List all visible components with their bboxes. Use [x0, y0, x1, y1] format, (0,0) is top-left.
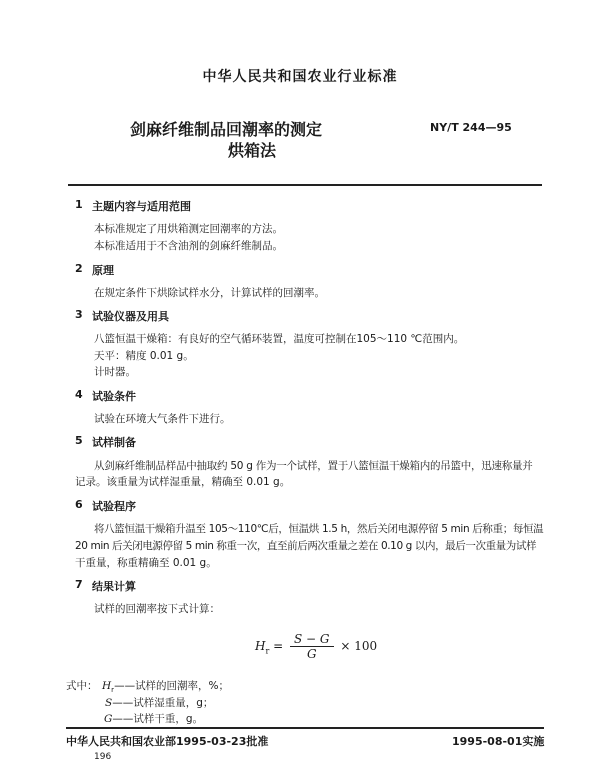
body-line: 干重量，称重精确至 0.01 g。: [75, 557, 217, 569]
legend-item: [102, 678, 229, 694]
moisture-regain-formula: [255, 632, 377, 661]
section-number: 2: [75, 262, 83, 275]
approval-info: 中华人民共和国农业部1995-03-23批准: [66, 735, 269, 748]
legend-prefix: 式中：: [66, 680, 98, 692]
legend-symbol: G: [104, 713, 113, 725]
formula-denominator: G: [306, 647, 317, 661]
body-line: 试样的回潮率按下式计算：: [94, 603, 220, 615]
body-line: 记录。该重量为试样湿重量，精确至 0.01 g。: [75, 476, 291, 488]
formula-lhs: H: [255, 639, 266, 653]
body-line: 从剑麻纤维制品样品中抽取约 50 g 作为一个试样，置于八篮恒温干燥箱内的吊篮中，迅速称量并: [94, 460, 533, 472]
body-line: 本标准适用于不含油剂的剑麻纤维制品。: [94, 240, 283, 252]
body-line: 在规定条件下烘除试样水分，计算试样的回潮率。: [94, 287, 325, 299]
legend-item: [105, 695, 213, 710]
formula-numerator: S − G: [290, 632, 334, 647]
section-number: 7: [75, 578, 83, 591]
body-line: 八篮恒温干燥箱：有良好的空气循环装置，温度可控制在105～110 ℃范围内。: [94, 333, 465, 345]
legend-description: ——试样干重，g。: [112, 713, 204, 725]
formula-equals: =: [273, 639, 284, 653]
section-number: 1: [75, 198, 83, 211]
formula-fraction: [290, 632, 334, 661]
body-line: 天平：精度 0.01 g。: [94, 350, 194, 362]
body-line: 计时器。: [94, 366, 136, 378]
title-divider: [68, 184, 542, 186]
section-number: 3: [75, 308, 83, 321]
legend-item: [104, 711, 203, 726]
section-title: 原理: [92, 264, 114, 277]
document-title-line2: 烘箱法: [228, 141, 277, 160]
body-line: 本标准规定了用烘箱测定回潮率的方法。: [94, 223, 283, 235]
section-number: 6: [75, 498, 83, 511]
body-line: 试验在环境大气条件下进行。: [94, 413, 231, 425]
section-title: 主题内容与适用范围: [92, 200, 191, 213]
legend-symbol-subscript: r: [111, 686, 115, 695]
section-title: 试样制备: [92, 436, 136, 449]
standard-type-header: 中华人民共和国农业行业标准: [202, 69, 398, 85]
legend-description: ——试样的回潮率，%；: [114, 680, 230, 692]
formula-multiplier: × 100: [340, 639, 378, 653]
section-title: 试验条件: [92, 390, 136, 403]
legend-symbol: S: [105, 697, 113, 709]
standard-code: NY/T 244—95: [430, 121, 512, 134]
legend-symbol: H: [102, 680, 112, 692]
section-title: 结果计算: [92, 580, 136, 593]
section-number: 5: [75, 434, 83, 447]
implementation-date: 1995-08-01实施: [452, 735, 545, 748]
document-title-line1: 剑麻纤维制品回潮率的测定: [130, 120, 323, 139]
body-line: 20 min 后关闭电源停留 5 min 称重一次，直至前后两次重量之差在 0.10 g 以内，最后一次重量为试样: [75, 540, 537, 552]
footer-divider: [66, 727, 544, 729]
page-number: 196: [94, 752, 112, 762]
formula-lhs-subscript: r: [265, 646, 270, 656]
body-line: 将八篮恒温干燥箱升温至 105～110℃后，恒温烘 1.5 h，然后关闭电源停留 5 min 后称重；每恒温: [94, 523, 544, 535]
legend-description: ——试样湿重量，g；: [112, 697, 214, 709]
section-number: 4: [75, 388, 83, 401]
section-title: 试验仪器及用具: [92, 310, 169, 323]
section-title: 试验程序: [92, 500, 136, 513]
